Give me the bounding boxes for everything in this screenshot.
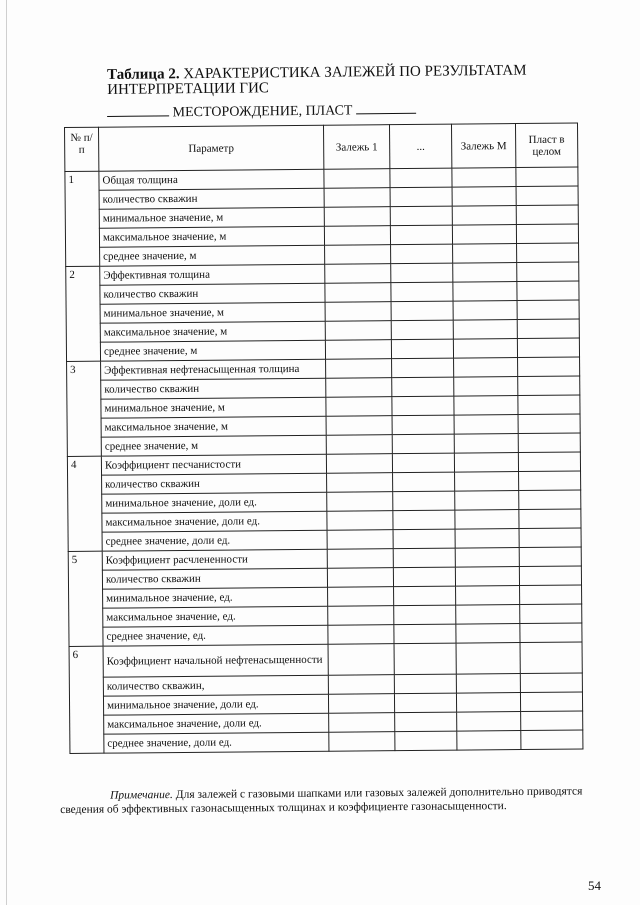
value-cell-deposit-m[interactable] xyxy=(453,301,517,321)
field-name-blank xyxy=(107,103,169,117)
row-number-cell: 5 xyxy=(68,551,103,646)
characteristics-table xyxy=(64,123,583,754)
header-layer-total: Пласт в целом xyxy=(515,123,577,168)
value-cell-ellipsis[interactable] xyxy=(392,377,454,397)
value-cell-layer-total[interactable] xyxy=(516,205,578,225)
parameter-cell: максимальное значение, м xyxy=(99,226,324,247)
value-cell-layer-total[interactable] xyxy=(518,452,580,472)
value-cell-deposit-1[interactable] xyxy=(326,454,392,474)
value-cell-deposit-m[interactable] xyxy=(452,187,516,207)
table-title-label: Таблица 2. xyxy=(106,66,180,83)
parameter-cell: количество скважин xyxy=(100,283,325,304)
parameter-cell: минимальное значение, м xyxy=(100,302,325,323)
value-cell-deposit-1[interactable] xyxy=(328,625,394,645)
value-cell-layer-total[interactable] xyxy=(517,262,579,282)
header-deposit-m: Залежь М xyxy=(451,124,515,169)
parameter-cell: минимальное значение, м xyxy=(101,397,326,418)
value-cell-deposit-m[interactable] xyxy=(455,529,519,549)
value-cell-deposit-1[interactable] xyxy=(326,359,392,379)
value-cell-layer-total[interactable] xyxy=(520,623,582,643)
header-param: Параметр xyxy=(99,125,324,171)
value-cell-deposit-m[interactable] xyxy=(456,693,520,713)
value-cell-layer-total[interactable] xyxy=(519,528,581,548)
value-cell-ellipsis[interactable] xyxy=(391,263,453,283)
value-cell-layer-total[interactable] xyxy=(518,433,580,453)
value-cell-deposit-m[interactable] xyxy=(453,339,517,359)
value-cell-deposit-m[interactable] xyxy=(452,225,516,245)
value-cell-ellipsis[interactable] xyxy=(392,434,454,454)
parameter-cell: минимальное значение, м xyxy=(99,207,324,228)
value-cell-deposit-1[interactable] xyxy=(326,397,392,417)
value-cell-deposit-m[interactable] xyxy=(452,206,516,226)
header-deposit-1: Залежь 1 xyxy=(323,125,389,170)
value-cell-layer-total[interactable] xyxy=(520,673,582,693)
parameter-cell: среднее значение, ед. xyxy=(103,625,328,646)
value-cell-layer-total[interactable] xyxy=(517,319,579,339)
value-cell-deposit-1[interactable] xyxy=(329,713,395,733)
group-title-row xyxy=(69,642,582,677)
value-cell-ellipsis[interactable] xyxy=(393,548,455,568)
value-cell-deposit-m[interactable] xyxy=(452,168,516,188)
value-cell-deposit-m[interactable] xyxy=(455,567,519,587)
value-cell-deposit-m[interactable] xyxy=(453,263,517,283)
value-cell-ellipsis[interactable] xyxy=(390,206,452,226)
value-cell-deposit-1[interactable] xyxy=(325,302,391,322)
parameter-cell: минимальное значение, ед. xyxy=(103,587,328,608)
value-cell-ellipsis[interactable] xyxy=(391,320,453,340)
value-cell-ellipsis[interactable] xyxy=(390,225,452,245)
parameter-cell: количество скважин, xyxy=(103,675,328,696)
value-cell-ellipsis[interactable] xyxy=(394,643,456,675)
value-cell-deposit-m[interactable] xyxy=(455,491,519,511)
note-text: Для залежей с газовыми шапками или газовых залежей дополнительно приводятся сведения об эффективных газонасыщенных толщинах и коэффициенте газонасыщенности. xyxy=(60,785,583,816)
parameter-cell: среднее значение, м xyxy=(101,435,326,456)
parameter-title-cell: Коэффициент расчлененности xyxy=(102,549,327,570)
value-cell-deposit-m[interactable] xyxy=(455,548,519,568)
row-number-cell: 6 xyxy=(69,646,104,753)
value-cell-deposit-m[interactable] xyxy=(454,415,518,435)
parameter-cell: среднее значение, доли ед. xyxy=(104,732,329,753)
parameter-cell: максимальное значение, доли ед. xyxy=(104,713,329,734)
value-cell-deposit-1[interactable] xyxy=(325,245,391,265)
value-cell-layer-total[interactable] xyxy=(516,186,578,206)
value-cell-ellipsis[interactable] xyxy=(391,244,453,264)
value-cell-deposit-1[interactable] xyxy=(328,675,394,695)
value-cell-ellipsis[interactable] xyxy=(395,731,457,751)
row-number-cell: 2 xyxy=(66,266,101,361)
value-cell-layer-total[interactable] xyxy=(516,167,578,187)
value-cell-deposit-1[interactable] xyxy=(327,568,393,588)
table-body xyxy=(65,167,583,753)
parameter-cell: количество скважин xyxy=(102,473,327,494)
value-cell-layer-total[interactable] xyxy=(516,224,578,244)
page-number: 54 xyxy=(588,878,601,893)
parameter-cell: среднее значение, м xyxy=(100,340,325,361)
value-cell-deposit-1[interactable] xyxy=(327,530,393,550)
table-title-text: ХАРАКТЕРИСТИКА ЗАЛЕЖЕЙ ПО РЕЗУЛЬТАТАМ ИНТЕРПРЕТАЦИИ ГИС xyxy=(107,62,527,98)
value-cell-layer-total[interactable] xyxy=(517,300,579,320)
value-cell-ellipsis[interactable] xyxy=(394,674,456,694)
value-cell-layer-total[interactable] xyxy=(520,692,582,712)
value-cell-deposit-1[interactable] xyxy=(328,606,394,626)
value-cell-layer-total[interactable] xyxy=(518,357,580,377)
parameter-title-cell: Эффективная нефтенасыщенная толщина xyxy=(101,359,326,380)
value-cell-ellipsis[interactable] xyxy=(392,415,454,435)
value-cell-layer-total[interactable] xyxy=(518,395,580,415)
value-cell-layer-total[interactable] xyxy=(521,730,583,750)
row-number-cell: 1 xyxy=(65,171,100,266)
value-cell-layer-total[interactable] xyxy=(520,642,582,674)
value-cell-deposit-1[interactable] xyxy=(328,694,394,714)
parameter-cell: максимальное значение, доли ед. xyxy=(102,511,327,532)
value-cell-deposit-m[interactable] xyxy=(454,396,518,416)
parameter-cell: количество скважин xyxy=(99,188,324,209)
value-cell-deposit-1[interactable] xyxy=(325,283,391,303)
value-cell-deposit-m[interactable] xyxy=(454,453,518,473)
value-cell-layer-total[interactable] xyxy=(519,490,581,510)
table-title xyxy=(107,63,597,98)
value-cell-deposit-m[interactable] xyxy=(454,358,518,378)
value-cell-deposit-1[interactable] xyxy=(327,492,393,512)
value-cell-layer-total[interactable] xyxy=(519,547,581,567)
value-cell-deposit-m[interactable] xyxy=(456,674,520,694)
value-cell-deposit-m[interactable] xyxy=(453,244,517,264)
value-cell-ellipsis[interactable] xyxy=(391,301,453,321)
value-cell-deposit-m[interactable] xyxy=(456,605,520,625)
value-cell-layer-total[interactable] xyxy=(518,376,580,396)
table-note xyxy=(60,784,590,817)
value-cell-deposit-m[interactable] xyxy=(456,624,520,644)
parameter-cell: среднее значение, м xyxy=(100,245,325,266)
header-ellipsis: ... xyxy=(389,124,451,169)
value-cell-deposit-m[interactable] xyxy=(457,731,521,751)
value-cell-ellipsis[interactable] xyxy=(393,529,455,549)
parameter-cell: минимальное значение, доли ед. xyxy=(102,492,327,513)
value-cell-ellipsis[interactable] xyxy=(390,168,452,188)
header-num: № п/п xyxy=(65,127,99,171)
parameter-cell: минимальное значение, доли ед. xyxy=(103,694,328,715)
parameter-cell: максимальное значение, м xyxy=(100,321,325,342)
scan-edge-line xyxy=(6,0,7,905)
value-cell-deposit-m[interactable] xyxy=(453,320,517,340)
value-cell-ellipsis[interactable] xyxy=(392,358,454,378)
value-cell-ellipsis[interactable] xyxy=(394,586,456,606)
value-cell-layer-total[interactable] xyxy=(519,566,581,586)
note-label: Примечание. xyxy=(110,789,173,802)
value-cell-deposit-1[interactable] xyxy=(328,644,394,676)
parameter-cell: количество скважин xyxy=(102,568,327,589)
value-cell-deposit-1[interactable] xyxy=(328,587,394,607)
value-cell-ellipsis[interactable] xyxy=(393,472,455,492)
value-cell-ellipsis[interactable] xyxy=(395,712,457,732)
value-cell-layer-total[interactable] xyxy=(519,471,581,491)
value-cell-deposit-1[interactable] xyxy=(327,549,393,569)
value-cell-ellipsis[interactable] xyxy=(391,339,453,359)
value-cell-deposit-1[interactable] xyxy=(329,732,395,752)
value-cell-ellipsis[interactable] xyxy=(394,624,456,644)
row-number-cell: 3 xyxy=(67,361,102,456)
parameter-title-cell: Эффективная толщина xyxy=(100,264,325,285)
value-cell-deposit-m[interactable] xyxy=(455,510,519,530)
value-cell-ellipsis[interactable] xyxy=(393,567,455,587)
value-cell-deposit-m[interactable] xyxy=(456,643,520,675)
value-cell-deposit-1[interactable] xyxy=(324,207,390,227)
table-subtitle xyxy=(107,101,416,122)
value-cell-deposit-1[interactable] xyxy=(324,226,390,246)
characteristics-table-wrapper xyxy=(64,123,583,754)
value-cell-ellipsis[interactable] xyxy=(393,491,455,511)
row-number-cell: 4 xyxy=(67,456,102,551)
value-cell-deposit-m[interactable] xyxy=(455,472,519,492)
value-cell-layer-total[interactable] xyxy=(519,509,581,529)
value-cell-deposit-1[interactable] xyxy=(326,378,392,398)
value-cell-ellipsis[interactable] xyxy=(393,510,455,530)
parameter-cell: максимальное значение, ед. xyxy=(103,606,328,627)
value-cell-deposit-1[interactable] xyxy=(324,188,390,208)
value-cell-deposit-1[interactable] xyxy=(327,473,393,493)
value-cell-deposit-1[interactable] xyxy=(326,416,392,436)
value-cell-ellipsis[interactable] xyxy=(390,187,452,207)
layer-name-blank xyxy=(356,101,416,115)
value-cell-ellipsis[interactable] xyxy=(392,396,454,416)
value-cell-layer-total[interactable] xyxy=(518,414,580,434)
value-cell-layer-total[interactable] xyxy=(520,604,582,624)
value-cell-ellipsis[interactable] xyxy=(394,605,456,625)
value-cell-ellipsis[interactable] xyxy=(391,282,453,302)
value-cell-deposit-1[interactable] xyxy=(325,321,391,341)
parameter-title-cell: Коэффициент начальной нефтенасыщенности xyxy=(103,644,328,677)
value-cell-layer-total[interactable] xyxy=(517,281,579,301)
value-cell-deposit-m[interactable] xyxy=(456,586,520,606)
value-cell-deposit-m[interactable] xyxy=(454,377,518,397)
parameter-cell: среднее значение, доли ед. xyxy=(102,530,327,551)
value-cell-ellipsis[interactable] xyxy=(392,453,454,473)
subtitle-text: МЕСТОРОЖДЕНИЕ, ПЛАСТ xyxy=(172,103,353,121)
value-cell-deposit-1[interactable] xyxy=(324,169,390,189)
value-cell-ellipsis[interactable] xyxy=(394,693,456,713)
value-cell-deposit-1[interactable] xyxy=(325,264,391,284)
table-row xyxy=(70,730,583,753)
parameter-title-cell: Общая толщина xyxy=(99,169,324,190)
value-cell-layer-total[interactable] xyxy=(521,711,583,731)
value-cell-deposit-1[interactable] xyxy=(325,340,391,360)
value-cell-deposit-1[interactable] xyxy=(326,435,392,455)
table-header-row xyxy=(65,123,578,171)
value-cell-deposit-1[interactable] xyxy=(327,511,393,531)
value-cell-deposit-m[interactable] xyxy=(453,282,517,302)
parameter-title-cell: Коэффициент песчанистости xyxy=(101,454,326,475)
parameter-cell: максимальное значение, м xyxy=(101,416,326,437)
parameter-cell: количество скважин xyxy=(101,378,326,399)
value-cell-layer-total[interactable] xyxy=(517,243,579,263)
value-cell-deposit-m[interactable] xyxy=(454,434,518,454)
value-cell-layer-total[interactable] xyxy=(520,585,582,605)
value-cell-layer-total[interactable] xyxy=(517,338,579,358)
value-cell-deposit-m[interactable] xyxy=(457,712,521,732)
